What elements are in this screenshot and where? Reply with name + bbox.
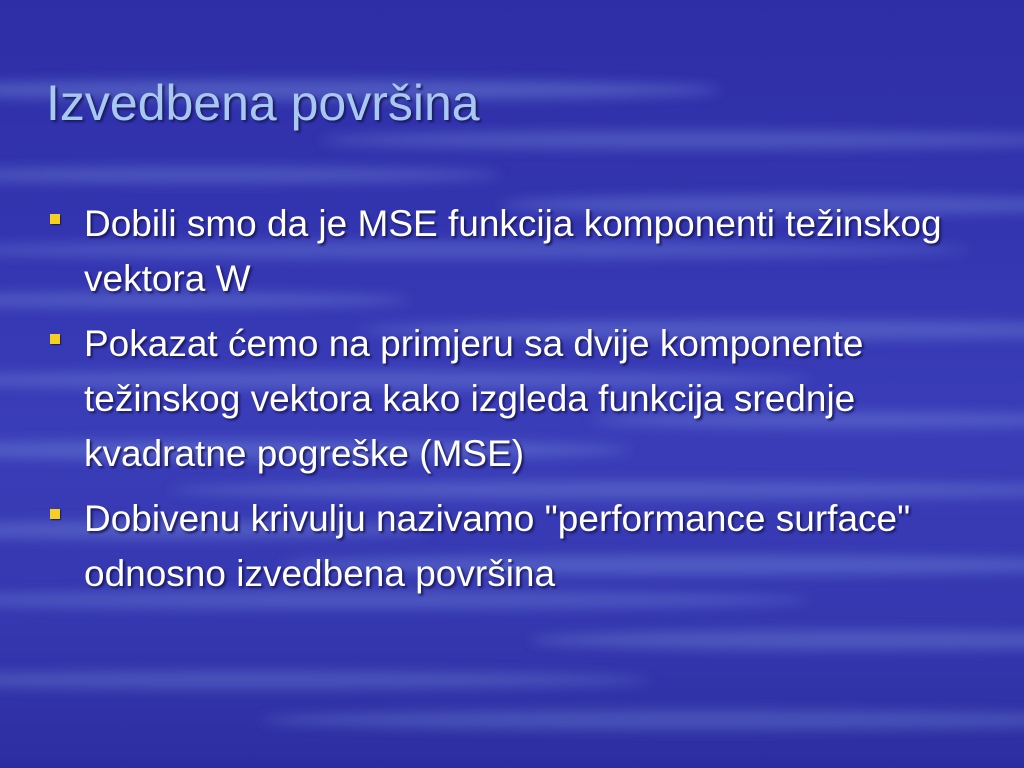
bullet-item [46, 196, 986, 306]
bullet-text: Dobili smo da je MSE funkcija komponenti težinskog vektora W [84, 203, 942, 299]
slide-title: Izvedbena površina [46, 75, 480, 131]
bullet-text: Pokazat ćemo na primjeru sa dvije komponente težinskog vektora kako izgleda funkcija srednje kvadratne pogreške (MSE) [84, 323, 864, 474]
square-bullet-icon [50, 509, 60, 519]
square-bullet-icon [50, 334, 60, 344]
bullet-item [46, 316, 986, 481]
bullet-text: Dobivenu krivulju nazivamo "performance surface" odnosno izvedbena površina [84, 498, 911, 594]
bullet-item [46, 491, 986, 601]
bullet-list [46, 196, 986, 611]
square-bullet-icon [50, 214, 60, 224]
